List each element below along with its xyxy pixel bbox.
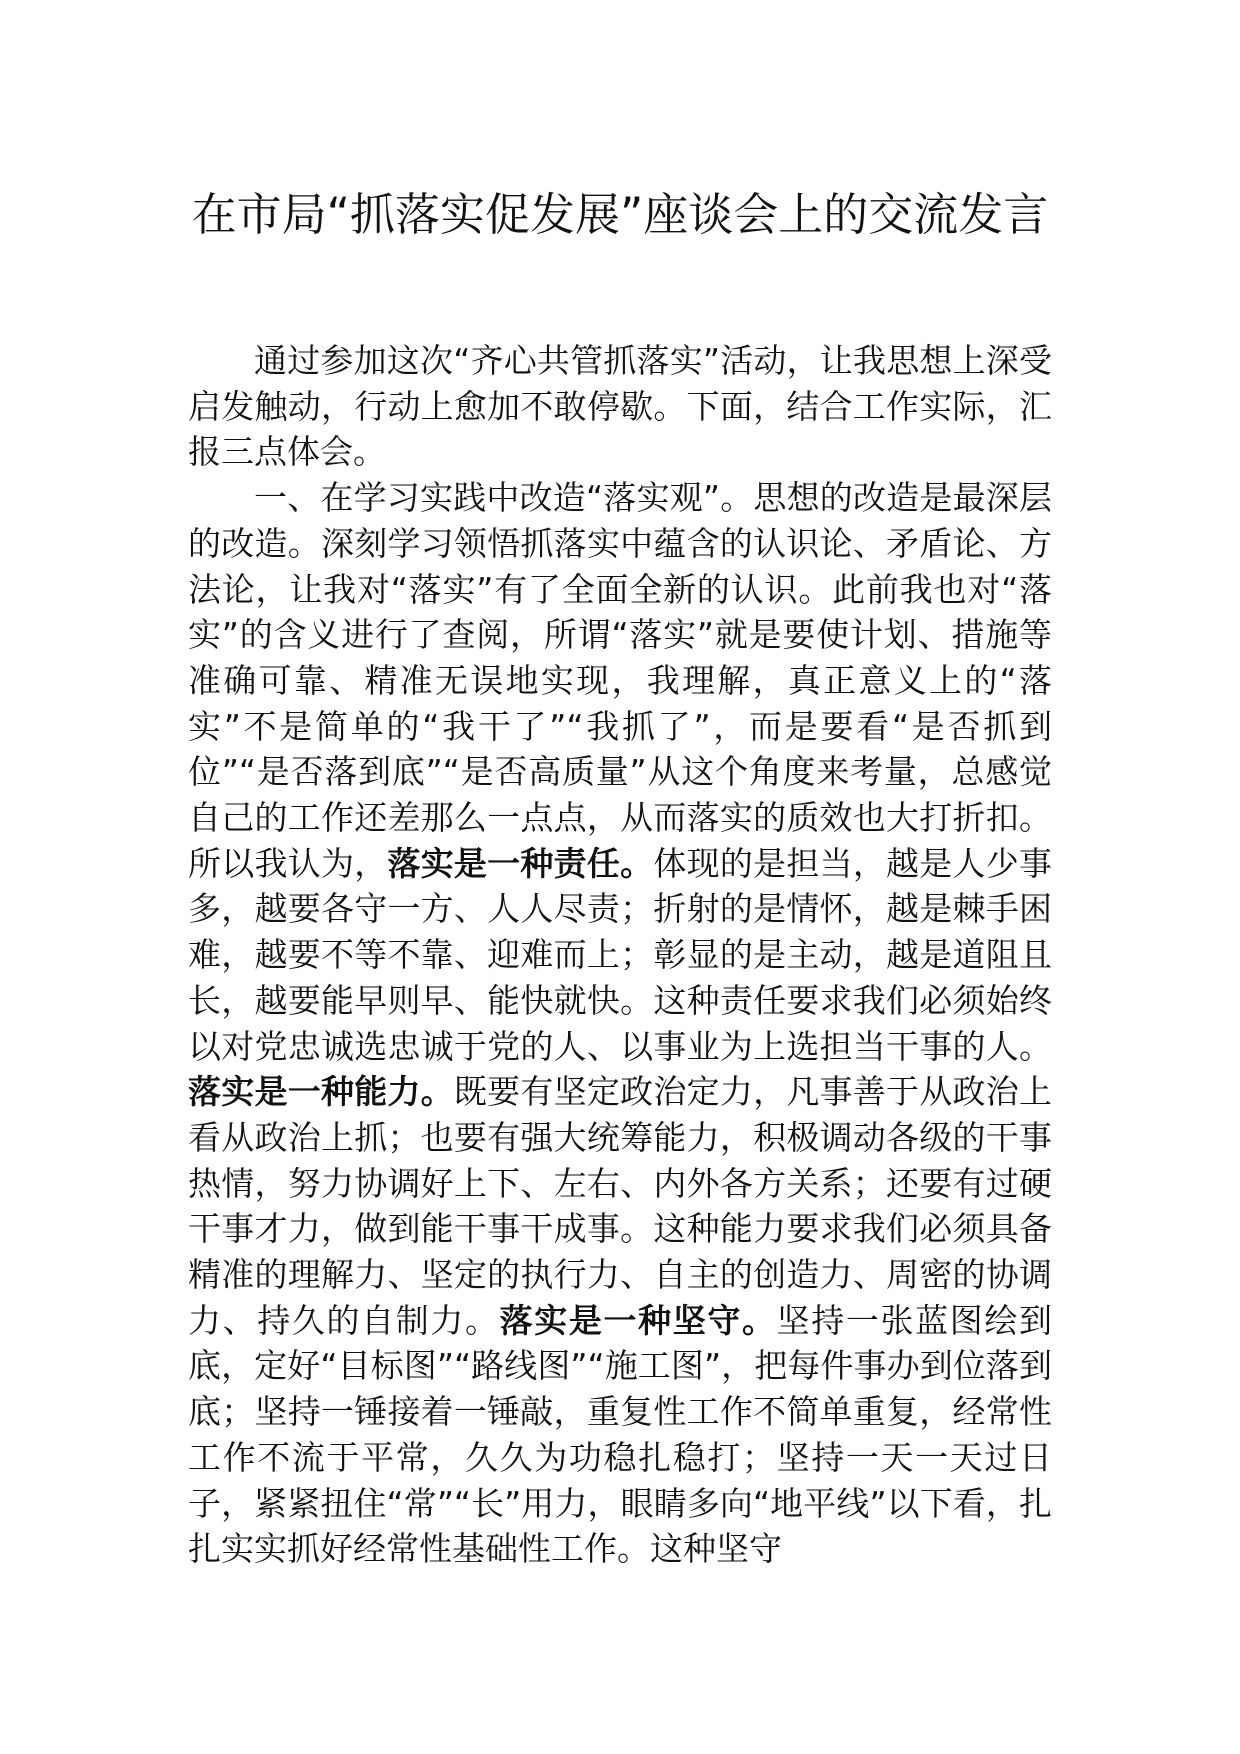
document-body: [188, 338, 1052, 1572]
paragraph-text: 既要有坚定政治定力，凡事善于从政治上看从政治上抓；也要有强大统筹能力，积极调动各级的干事热情，努力协调好上下、左右、内外各方关系；还要有过硬干事才力，做到能干事干成事。这种能力要求我们必须具备精准的理解力、坚定的执行力、自主的创造力、周密的协调力、持久的自制力。: [188, 1072, 1053, 1340]
document-title: 在市局“抓落实促发展”座谈会上的交流发言: [191, 188, 1049, 241]
emphasis-perseverance: 落实是一种坚守。: [499, 1300, 777, 1340]
paragraph-text: 坚持一张蓝图绘到底，定好“目标图”“路线图”“施工图”，把每件事办到位落到底；坚持一锤接着一锤敲，重复性工作不简单重复，经常性工作不流于平常，久久为功稳扎稳打；坚持一天一天过日子，紧紧扭住“常”“长”用力，眼睛多向“地平线”以下看，扎扎实实抓好经常性基础性工作。这种坚守: [188, 1300, 1052, 1569]
paragraph-section-one: [188, 475, 1052, 1572]
paragraph-text: 体现的是担当，越是人少事多，越要各守一方、人人尽责；折射的是情怀，越是棘手困难，越要不等不靠、迎难而上；彰显的是主动，越是道阻且长，越要能早则早、能快就快。这种责任要求我们必须始终以对党忠诚选忠诚于党的人、以事业为上选担当干事的人。: [188, 843, 1053, 1066]
emphasis-responsibility: 落实是一种责任。: [387, 843, 654, 883]
paragraph-intro-text: 通过参加这次“齐心共管抓落实”活动，让我思想上深受启发触动，行动上愈加不敢停歇。下面，结合工作实际，汇报三点体会。: [188, 341, 1052, 472]
paragraph-intro: [188, 338, 1052, 475]
emphasis-ability: 落实是一种能力。: [188, 1072, 454, 1112]
paragraph-text: 一、在学习实践中改造“落实观”。思想的改造是最深层的改造。深刻学习领悟抓落实中蕴含的认识论、矛盾论、方法论，让我对“落实”有了全面全新的认识。此前我也对“落实”的含义进行了查阅，所谓“落实”就是要使计划、措施等准确可靠、精准无误地实现，我理解，真正意义上的“落实”不是简单的“我干了”“我抓了”，而是要看“是否抓到位”“是否落到底”“是否高质量”从这个角度来考量，总感觉自己的工作还差那么一点点，从而落实的质效也大打折扣。所以我认为，: [188, 478, 1052, 883]
